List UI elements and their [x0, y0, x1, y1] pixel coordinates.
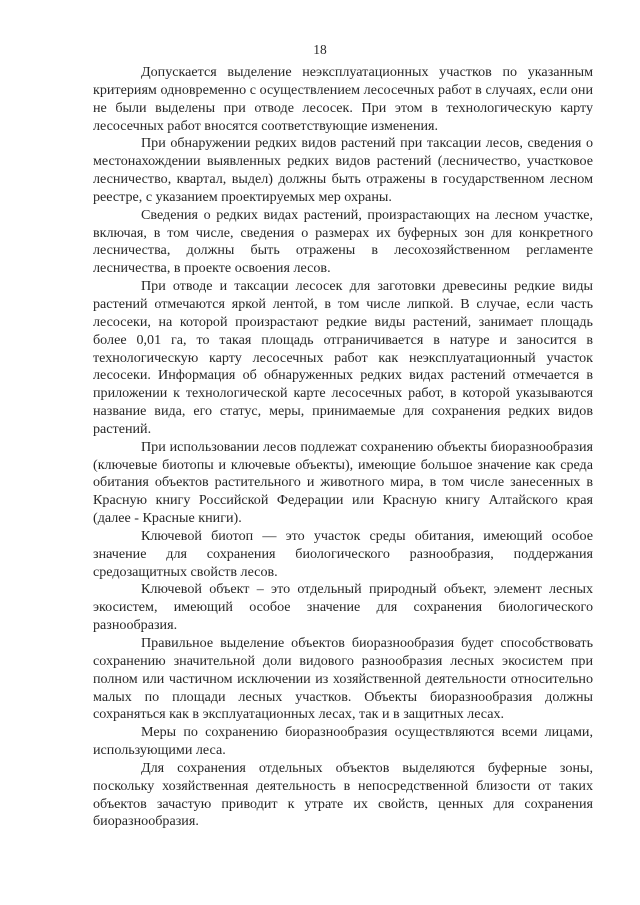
paragraph: При отводе и таксации лесосек для заготовки древесины редкие виды растений отмечаются яркой лентой, в том числе липкой. В случае, если часть лесосеки, на которой произрастают редкие виды растений, занимает площадь более 0,01 га, то такая площадь отграничивается в натуре и заносится в технологическую карту лесосечных работ как неэксплуатационный участок лесосеки. Информация об обнаруженных редких видах растений отмечается в приложении к технологической карте лесосечных работ, в которой указываются название вида, его статус, меры, принимаемые для сохранения редких видов растений.	[93, 278, 593, 437]
paragraph: Меры по сохранению биоразнообразия осуществляются всеми лицами, использующими леса.	[93, 724, 593, 759]
paragraph: Правильное выделение объектов биоразнообразия будет способствовать сохранению значительной доли видового разнообразия лесных экосистем при полном или частичном исключении из хозяйственной деятельности относительно малых по площади лесных участков. Объекты биоразнообразия должны сохраняться как в эксплуатационных лесах, так и в защитных лесах.	[93, 635, 593, 723]
paragraph: Для сохранения отдельных объектов выделяются буферные зоны, поскольку хозяйственная деятельность в непосредственной близости от таких объектов зачастую приводит к утрате их свойств, ценных для сохранения биоразнообразия.	[93, 759, 593, 830]
document-body	[93, 64, 593, 831]
page-number: 18	[313, 42, 327, 57]
paragraph: Сведения о редких видах растений, произрастающих на лесном участке, включая, в том числе, сведения о размерах их буферных зон для конкретного лесничества, должны быть отражены в лесохозяйственном регламенте лесничества, в проекте освоения лесов.	[93, 206, 593, 277]
paragraph: При обнаружении редких видов растений при таксации лесов, сведения о местонахождении выявленных редких видов растений (лесничество, участковое лесничество, квартал, выдел) должны быть отражены в государственном лесном реестре, с указанием проектируемых мер охраны.	[93, 135, 593, 205]
paragraph: При использовании лесов подлежат сохранению объекты биоразнообразия (ключевые биотопы и ключевые объекты), имеющие большое значение как среда обитания объектов растительного и животного мира, в том числе занесенных в Красную книгу Российской Федерации или Красную книгу Алтайского края (далее - Красные книги).	[93, 438, 593, 527]
paragraph: Допускается выделение неэксплуатационных участков по указанным критериям одновременно с осуществлением лесосечных работ в случаях, если они не были выделены при отводе лесосек. При этом в технологическую карту лесосечных работ вносятся соответствующие изменения.	[93, 64, 593, 134]
paragraph: Ключевой биотоп — это участок среды обитания, имеющий особое значение для сохранения биологического разнообразия, поддержания средозащитных свойств лесов.	[93, 527, 593, 580]
paragraph: Ключевой объект – это отдельный природный объект, элемент лесных экосистем, имеющий особое значение для сохранения биологического разнообразия.	[93, 581, 593, 634]
